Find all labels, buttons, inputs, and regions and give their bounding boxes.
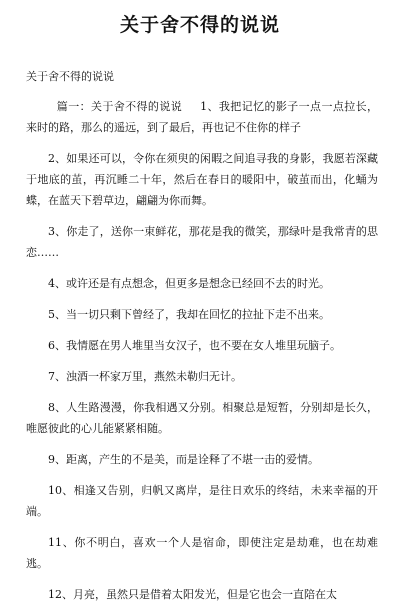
paragraph-2: 2、如果还可以，令你在须臾的闲暇之间追寻我的身影，我愿若深藏于地底的茧，再沉睡二十年，然后在春日的暖阳中，破茧而出，化蛹为蝶，在蓝天下碧草边，翩翩为你而舞。 [26, 152, 378, 207]
paragraph-12: 12、月亮，虽然只是借着太阳发光，但是它也会一直陪在太 [48, 588, 337, 601]
paragraph-11: 11、你不明白，喜欢一个人是宿命，即使注定是劫难，也在劫难逃。 [26, 536, 378, 570]
paragraph-3: 3、你走了，送你一束鲜花，那花是我的微笑，那绿叶是我常青的思恋…… [26, 225, 378, 259]
paragraph-1 [26, 96, 378, 138]
paragraph-text: 1、我把记忆的影子一点一点拉长，来时的路，那么的遥远，到了最后，再也记不住你的样子 [26, 100, 379, 134]
document-title: 关于舍不得的说说 [119, 14, 280, 36]
document-subtitle: 关于舍不得的说说 [26, 70, 114, 83]
paragraph-9: 9、距离，产生的不是美，而是诠释了不堪一击的爱情。 [48, 453, 319, 466]
paragraph-8: 8、人生路漫漫，你我相遇又分别。相聚总是短暂，分别却是长久，唯愿彼此的心儿能紧紧相随。 [26, 401, 378, 435]
paragraph-4: 4、或许还是有点想念，但更多是想念已经回不去的时光。 [48, 277, 330, 290]
paragraph-10: 10、相逢又告别，归帆又离岸，是往日欢乐的终结，未来幸福的开端。 [26, 484, 378, 518]
document-body [26, 96, 378, 615]
paragraph-7: 7、浊酒一杯家万里，燕然未勒归无计。 [48, 370, 242, 383]
paragraph-6: 6、我情愿在男人堆里当女汉子，也不要在女人堆里玩脑子。 [48, 339, 341, 352]
section-heading: 篇一：关于舍不得的说说 [56, 100, 183, 113]
paragraph-5: 5、当一切只剩下曾经了，我却在回忆的拉扯下走不出来。 [48, 308, 330, 321]
